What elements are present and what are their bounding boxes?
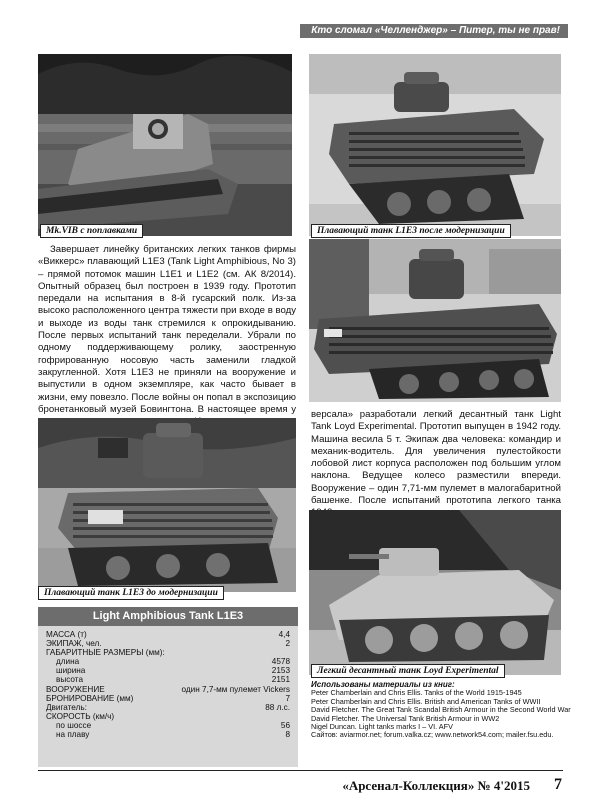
caption-mk-vib: Mk.VIB с поплавками <box>40 224 143 238</box>
spec-row <box>46 639 290 648</box>
spec-label: ЭКИПАЖ, чел. <box>46 639 102 649</box>
source-item: David Fletcher. The Universal Tank British Armour in WW2 <box>311 713 500 723</box>
spec-row <box>46 712 290 721</box>
source-item: Peter Chamberlain and Chris Ellis. Tanks of the World 1915-1945 <box>311 688 522 698</box>
photo-l1e3-before <box>38 418 296 592</box>
photo-l1e3-after <box>309 54 561 236</box>
spec-row <box>46 675 290 684</box>
article-paragraph-1: Завершает линейку британских легких танков фирмы «Виккерс» плавающий L1E3 (Tank Light Amphibious, No 3) – прямой потомок машин L1E1 и L1E2 (см. АК 8/2014). Опытный образец был построен в 1939 году. Прототип передали на испытания в 8-й гусарский полк. Из-за высоко расположенного центра тяжести при входе в воду и выходе из воды танк стремился к опрокидыванию. После первых испытаний танк переделали. Убрали по одному поддерживающему ролику, заостренную гофрированную носовую часть заменили гладкой закругленной. Хотя L1E3 не приняли на вооружение и выпустили в одном экземпляре, как часто бывает в жизни, ему повезло. После войны он попал в экспозицию бронетанковый музей Бовингтона. В настоящее время у <box>38 244 296 415</box>
spec-row <box>46 666 290 675</box>
spec-label: ГАБАРИТНЫЕ РАЗМЕРЫ (мм): <box>46 648 165 658</box>
spec-value: 4,4 <box>278 630 290 639</box>
spec-row <box>46 657 290 666</box>
caption-l1e3-after: Плавающий танк L1E3 после модернизации <box>311 224 511 238</box>
source-item: David Fletcher. The Great Tank Scandal British Armour in the Second World War <box>311 705 571 715</box>
spec-label: на плаву <box>56 730 90 740</box>
spec-row <box>46 630 290 639</box>
spec-label: СКОРОСТЬ (км/ч) <box>46 711 115 721</box>
caption-l1e3-before: Плавающий танк L1E3 до модернизации <box>38 586 224 600</box>
source-item: Nigel Duncan. Light tanks marks I – VI. AFV <box>311 722 453 732</box>
spec-value: один 7,7-мм пулемет Vickers <box>181 684 290 694</box>
spec-row <box>46 703 290 712</box>
spec-row <box>46 648 290 657</box>
spec-table-title: Light Amphibious Tank L1E3 <box>38 607 298 626</box>
spec-value: 8 <box>285 730 290 740</box>
spec-label: высота <box>56 675 84 685</box>
photo-loyd-experimental <box>309 510 561 675</box>
spec-row <box>46 685 290 694</box>
source-item: Peter Chamberlain and Chris Ellis. British and American Tanks of WWII <box>311 696 541 706</box>
spec-value: 88 л.с. <box>265 702 290 712</box>
spec-rows <box>38 626 298 739</box>
spec-label: МАССА (т) <box>46 630 87 639</box>
caption-loyd-experimental: Легкий десантный танк Loyd Experimental <box>311 664 505 678</box>
spec-value: 2153 <box>271 666 290 676</box>
spec-row <box>46 694 290 703</box>
spec-label: ширина <box>56 666 86 676</box>
page-number: 7 <box>554 776 562 793</box>
running-title: Кто сломал «Челленджер» – Питер, ты не прав! <box>311 25 560 36</box>
spec-value: 7 <box>285 693 290 703</box>
footer-magazine-title: «Арсенал-Коллекция» № 4'2015 <box>342 778 530 793</box>
spec-label: по шоссе <box>56 720 92 730</box>
spec-label: БРОНИРОВАНИЕ (мм) <box>46 693 134 703</box>
photo-mk-vib <box>38 54 292 236</box>
spec-value: 2 <box>285 639 290 649</box>
spec-value: 56 <box>280 720 290 730</box>
spec-row <box>46 721 290 730</box>
source-item: Сайтов: aviarmor.net; forum.valka.cz; www.network54.com; mailer.fsu.edu. <box>311 730 554 740</box>
sources-list <box>311 681 581 740</box>
spec-value: 2151 <box>271 675 290 685</box>
spec-label: длина <box>56 657 80 667</box>
header-bar <box>0 0 600 40</box>
footer-divider <box>38 770 563 771</box>
spec-row <box>46 730 290 739</box>
article-paragraph-3: версала» разработали легкий десантный танк Light Tank Loyd Experimental. Прототип выпущен в 1942 году. Машина весила 5 т. Экипаж два человека: командир и механик-водитель. Для увеличения пулестойкости лобовой лист корпуса расположен под большим углом наклона. Ведущее колесо разместили впереди. Вооружение – один 7,71-мм пулемет в малогабаритной башенке. После испытаний прототипа легкого танка <box>311 409 561 507</box>
sources-title: Использованы материалы из книг: <box>311 680 455 689</box>
spec-value: 4578 <box>271 657 290 667</box>
spec-table <box>38 607 298 767</box>
spec-label: ВООРУЖЕНИЕ <box>46 684 105 694</box>
photo-l1e3-museum <box>309 239 561 402</box>
spec-label: Двигатель: <box>46 702 87 712</box>
